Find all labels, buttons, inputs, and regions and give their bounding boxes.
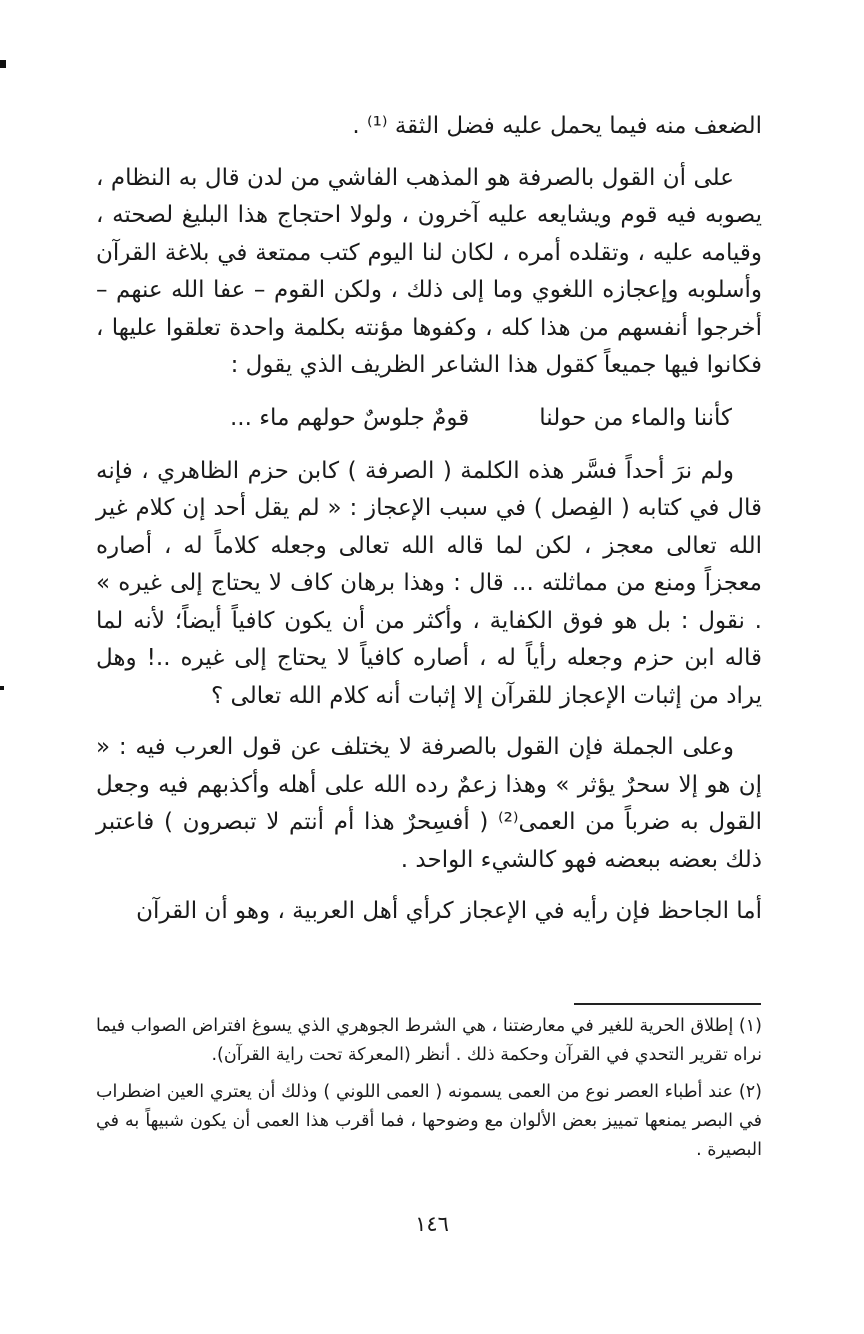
footnote-separator (574, 1003, 761, 1005)
paragraph-ibn-hazm: ولم نرَ أحداً فسَّر هذه الكلمة ( الصرفة ) كابن حزم الظاهري ، فإنه قال في كتابه ( الفِصل ) في سبب الإعجاز : « لم يقل أحد إن كلام غير الله تعالى معجز ، لكن لما قاله الله تعالى وجعله كلاماً له ، أصاره معجزاً ومنع من مماثلته ... قال : وهذا برهان كاف لا يحتاج إلى غيره » . نقول : بل هو فوق الكفاية ، وأكثر من أن يكون كافياً أيضاً؛ لأنه لما قاله ابن حزم وجعله رأياً له ، أصاره كافياً لا يحتاج إلى غيره ..! وهل يراد من إثبات الإعجاز للقرآن إلا إثبات أنه كلام الله تعالى ؟ (96, 457, 762, 709)
scan-edge-mark (0, 60, 6, 68)
footnote-1: (١) إطلاق الحرية للغير في معارضتنا ، هي الشرط الجوهري الذي يسوغ افتراض الصواب فيما نراه تقرير التحدي في القرآن وحكمة ذلك . أنظر (المعركة تحت راية القرآن). (96, 1016, 762, 1065)
page-number: ١٤٦ (415, 1212, 449, 1236)
page-body (96, 108, 762, 945)
verse-first-hemistich: كأننا والماء من حولنا (539, 404, 732, 431)
paragraph-conclusion: وعلى الجملة فإن القول بالصرفة لا يختلف عن قول العرب فيه : « إن هو إلا سحرٌ يؤثر » وهذا زعمٌ رده الله على أهله وأكذبهم فيه وجعل القول به ضرباً من العمى⁽²⁾ ( أفسِحرٌ هذا أم أنتم لا تبصرون ) فاعتبر ذلك بعضه ببعضه فهو كالشيء الواحد . (96, 734, 762, 873)
paragraph-sarfa-doctrine: على أن القول بالصرفة هو المذهب الفاشي من لدن قال به النظام ، يصوبه فيه قوم ويشايعه عليه آخرون ، ولولا احتجاج هذا البليغ لصحته ، وقيامه عليه ، وتقلده أمره ، لكان لنا اليوم كتب ممتعة في بلاغة القرآن وأسلوبه وإعجازه اللغوي وما إلى ذلك ، ولكن القوم – عفا الله عنهم – أخرجوا أنفسهم من هذا كله ، وكفوها مؤنته بكلمة واحدة تعلقوا عليها ، فكانوا فيها جميعاً كقول هذا الشاعر الظريف الذي يقول : (96, 164, 762, 378)
paragraph-jahiz: أما الجاحظ فإن رأيه في الإعجاز كرأي أهل العربية ، وهو أن القرآن (136, 898, 762, 924)
paragraph-continuation: الضعف منه فيما يحمل عليه فضل الثقة ⁽¹⁾ . (352, 113, 762, 139)
verse-second-hemistich: قومٌ جلوسٌ حولهم ماء ... (230, 404, 470, 431)
footnote-2: (٢) عند أطباء العصر نوع من العمى يسمونه ( العمى اللوني ) وذلك أن يعتري العين اضطراب في البصر يمنعها تمييز بعض الألوان مع وضوحها ، فما أقرب هذا العمى أن يكون شبيهاً به في البصيرة . (96, 1082, 762, 1160)
poem-verse (96, 399, 762, 437)
footnotes (96, 1012, 762, 1173)
scan-edge-dot (0, 686, 4, 690)
